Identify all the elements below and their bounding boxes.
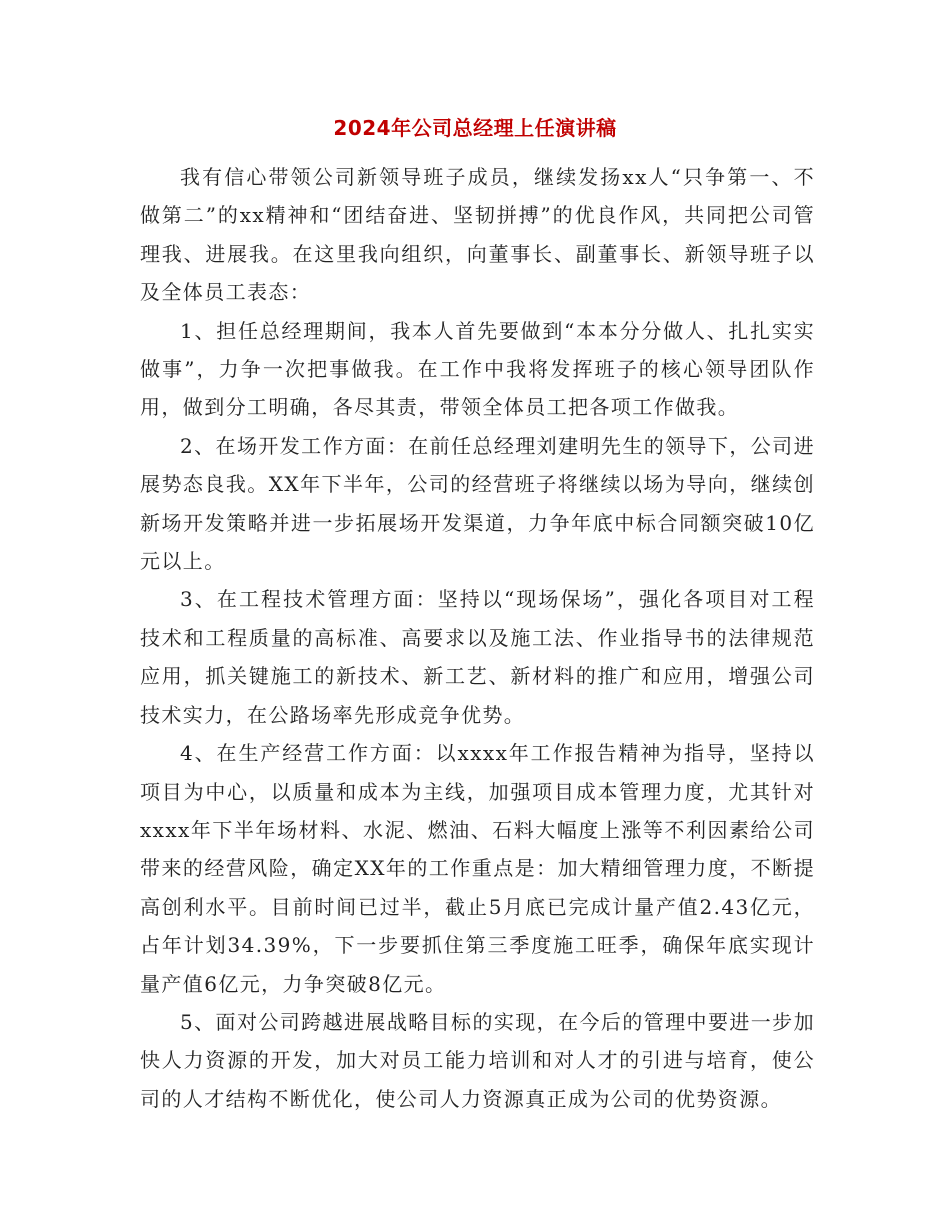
paragraph-item-3: 3、在工程技术管理方面：坚持以“现场保场”，强化各项目对工程技术和工程质量的高标准、高要求以及施工法、作业指导书的法律规范应用，抓关键施工的新技术、新工艺、新材料的推广和应用，增强公司技术实力，在公路场率先形成竞争优势。: [140, 587, 815, 727]
paragraph-intro: 我有信心带领公司新领导班子成员，继续发扬xx人“只争第一、不做第二”的xx精神和“团结奋进、坚韧拼搏”的优良作风，共同把公司管理我、进展我。在这里我向组织，向董事长、副董事长、新领导班子以及全体员工表态：: [140, 165, 815, 305]
paragraph-item-4: 4、在生产经营工作方面：以xxxx年工作报告精神为指导，坚持以项目为中心，以质量和成本为主线，加强项目成本管理力度，尤其针对xxxx年下半年场材料、水泥、燃油、石料大幅度上涨等不利因素给公司带来的经营风险，确定XX年的工作重点是：加大精细管理力度，不断提高创利水平。目前时间已过半，截止5月底已完成计量产值2.43亿元，占年计划34.39%，下一步要抓住第三季度施工旺季，确保年底实现计量产值6亿元，力争突破8亿元。: [140, 741, 815, 996]
paragraph-item-2: 2、在场开发工作方面：在前任总经理刘建明先生的领导下，公司进展势态良我。XX年下半年，公司的经营班子将继续以场为导向，继续创新场开发策略并进一步拓展场开发渠道，力争年底中标合同额突破10亿元以上。: [140, 433, 815, 574]
paragraph-item-1: 1、担任总经理期间，我本人首先要做到“本本分分做人、扎扎实实做事”，力争一次把事做我。在工作中我将发挥班子的核心领导团队作用，做到分工明确，各尽其责，带领全体员工把各项工作做我。: [140, 318, 815, 420]
document-title: 2024年公司总经理上任演讲稿: [333, 116, 617, 140]
paragraph-item-5: 5、面对公司跨越进展战略目标的实现，在今后的管理中要进一步加快人力资源的开发，加大对员工能力培训和对人才的引进与培育，使公司的人才结构不断优化，使公司人力资源真正成为公司的优势资源。: [140, 1009, 815, 1111]
document-body: [140, 158, 815, 1118]
